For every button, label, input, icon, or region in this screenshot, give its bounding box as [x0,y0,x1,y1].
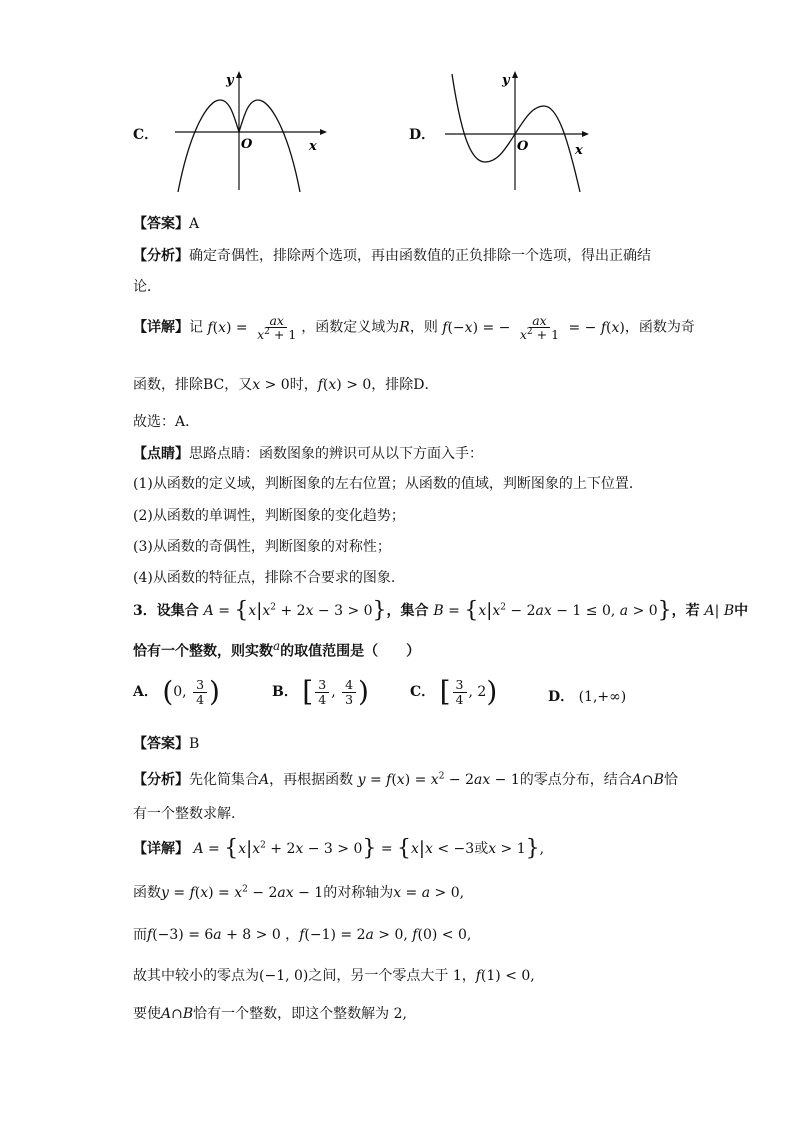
option-a-value: (0, $\frac{3}{4}$ ) [162,675,220,708]
graph-option-c [170,70,330,195]
q3-option-a [133,675,220,708]
math-set-b: $B = \{x|x^2 - 2ax - 1 \le 0$, a > 0} [433,598,672,623]
q3-stem-line-2: 恰有一个整数，则实数a的取值范围是（ ） [133,639,421,660]
q3-detail-line-4: 故其中较小的零点为(−1, 0)之间，另一个零点大于 1，f(1) < 0, [133,968,535,984]
option-a-label: A． [133,684,158,700]
math-fx-def: f(x) = $\frac{ax}{x^2 + 1}$ [207,313,297,343]
q2-answer-line [133,213,199,233]
tips-tag: 【点睛】 [133,446,189,462]
math-a-and-b: A| B [704,603,735,619]
q2-detail-line-2: 函数，排除BC，又x > 0时，f(x) > 0，排除D． [133,377,439,393]
q3-option-b [272,675,369,708]
answer-tag: 【答案】 [133,216,189,232]
math-func: $y = f(x) = x^2 - 2ax - 1$ [357,771,520,788]
math-x-pos: x > 0 [252,377,290,393]
q2-analysis-line-2: 论． [133,279,161,295]
q2-tip-1: (1)从函数的定义域，判断图象的左右位置；从函数的值域，判断图象的上下位置． [133,476,643,492]
math-set-a: $A = \{x|x^2 + 2x - 3 > 0\}$ [203,598,387,623]
q3-option-c [410,675,498,708]
q3-option-d [548,686,626,706]
option-d-label: D． [409,127,436,143]
origin-label: O [241,137,253,152]
y-axis-arrow [236,71,242,78]
option-c-value: [ $\frac{3}{4}$ , 2) [439,675,498,708]
curve-d [452,74,580,192]
math-f-neg-x: f(−x) = − $\frac{ax}{x^2 + 1}$ = − f(x) [442,313,625,343]
question-number: 3． [133,603,157,619]
q2-tip-2: (2)从函数的单调性，判断图象的变化趋势； [133,508,405,524]
math-set-a-solved: $A = \{x|x^2 + 2x - 3 > 0\} = \{x|x < -3$或x > 1}, [193,836,545,861]
q3-detail-line-2: 函数$y = f(x) = x^2 - 2ax - 1$的对称轴为x = a > 0, [133,884,465,901]
option-c-label: C． [410,684,436,700]
q3-detail-line-5: 要使A∩B恰有一个整数，即这个整数解为 2, [133,1006,407,1022]
q2-choose-line: 故选：A． [133,414,200,430]
q3-answer-line: 【答案】B [133,736,200,752]
q2-tips-line: 【点睛】思路点睛：函数图象的辨识可从以下方面入手： [133,446,483,462]
option-d-label: D． [548,689,575,705]
x-axis-label: x [575,143,583,158]
math-fx-pos: f(x) > 0 [317,377,372,393]
graph-option-d [440,70,600,195]
q3-detail-line-1: 【详解】 $A = \{x|x^2 + 2x - 3 > 0\} = \{x|x < -3$或x > 1}, [133,836,545,861]
option-d-value: (1,+∞) [578,689,627,705]
q3-stem-line-1: 3．设集合 $A = \{x|x^2 + 2x - 3 > 0\}$，集合 $B = \{x|x^2 - 2ax - 1 \le 0$, a > 0}，若 A| B中 [133,598,749,623]
x-axis-arrow [320,129,327,135]
q3-analysis-line-1: 【分析】先化简集合A，再根据函数 $y = f(x) = x^2 - 2ax - 1$的零点分布，结合A∩B恰 [133,771,678,788]
origin-label: O [517,139,529,154]
q2-detail-line-1: 【详解】记 f(x) = $\frac{ax}{x^2 + 1}$ ，函数定义域为R，则 f(−x) = − $\frac{ax}{x^2 + 1}$ = − f(x)，函数为奇 [133,313,695,343]
detail-tag: 【详解】 [133,319,189,336]
q3-detail-line-3: 而f(−3) = 6a + 8 > 0 ，f(−1) = 2a > 0, f(0) < 0, [133,927,472,943]
analysis-tag: 【分析】 [133,248,189,264]
y-axis-arrow [512,71,518,78]
q2-analysis-line-1 [133,245,651,265]
option-c-label: C． [133,127,159,143]
analysis-text: 确定奇偶性，排除两个选项，再由函数值的正负排除一个选项，得出正确结 [189,248,651,264]
x-axis-label: x [309,139,317,154]
q2-tip-3: (3)从函数的奇偶性，判断图象的对称性； [133,539,391,555]
q3-analysis-line-2: 有一个整数求解. [133,806,236,822]
y-axis-label: y [226,73,234,88]
math-a: a [273,639,281,653]
y-axis-label: y [502,73,510,88]
option-b-label: B． [272,684,298,700]
q2-tip-4: (4)从函数的特征点，排除不合要求的图象. [133,570,396,586]
option-b-value: [ $\frac{3}{4}$ , $\frac{4}{3}$ ) [302,675,369,708]
answer-value: A [189,216,200,232]
x-axis-arrow [582,131,589,137]
